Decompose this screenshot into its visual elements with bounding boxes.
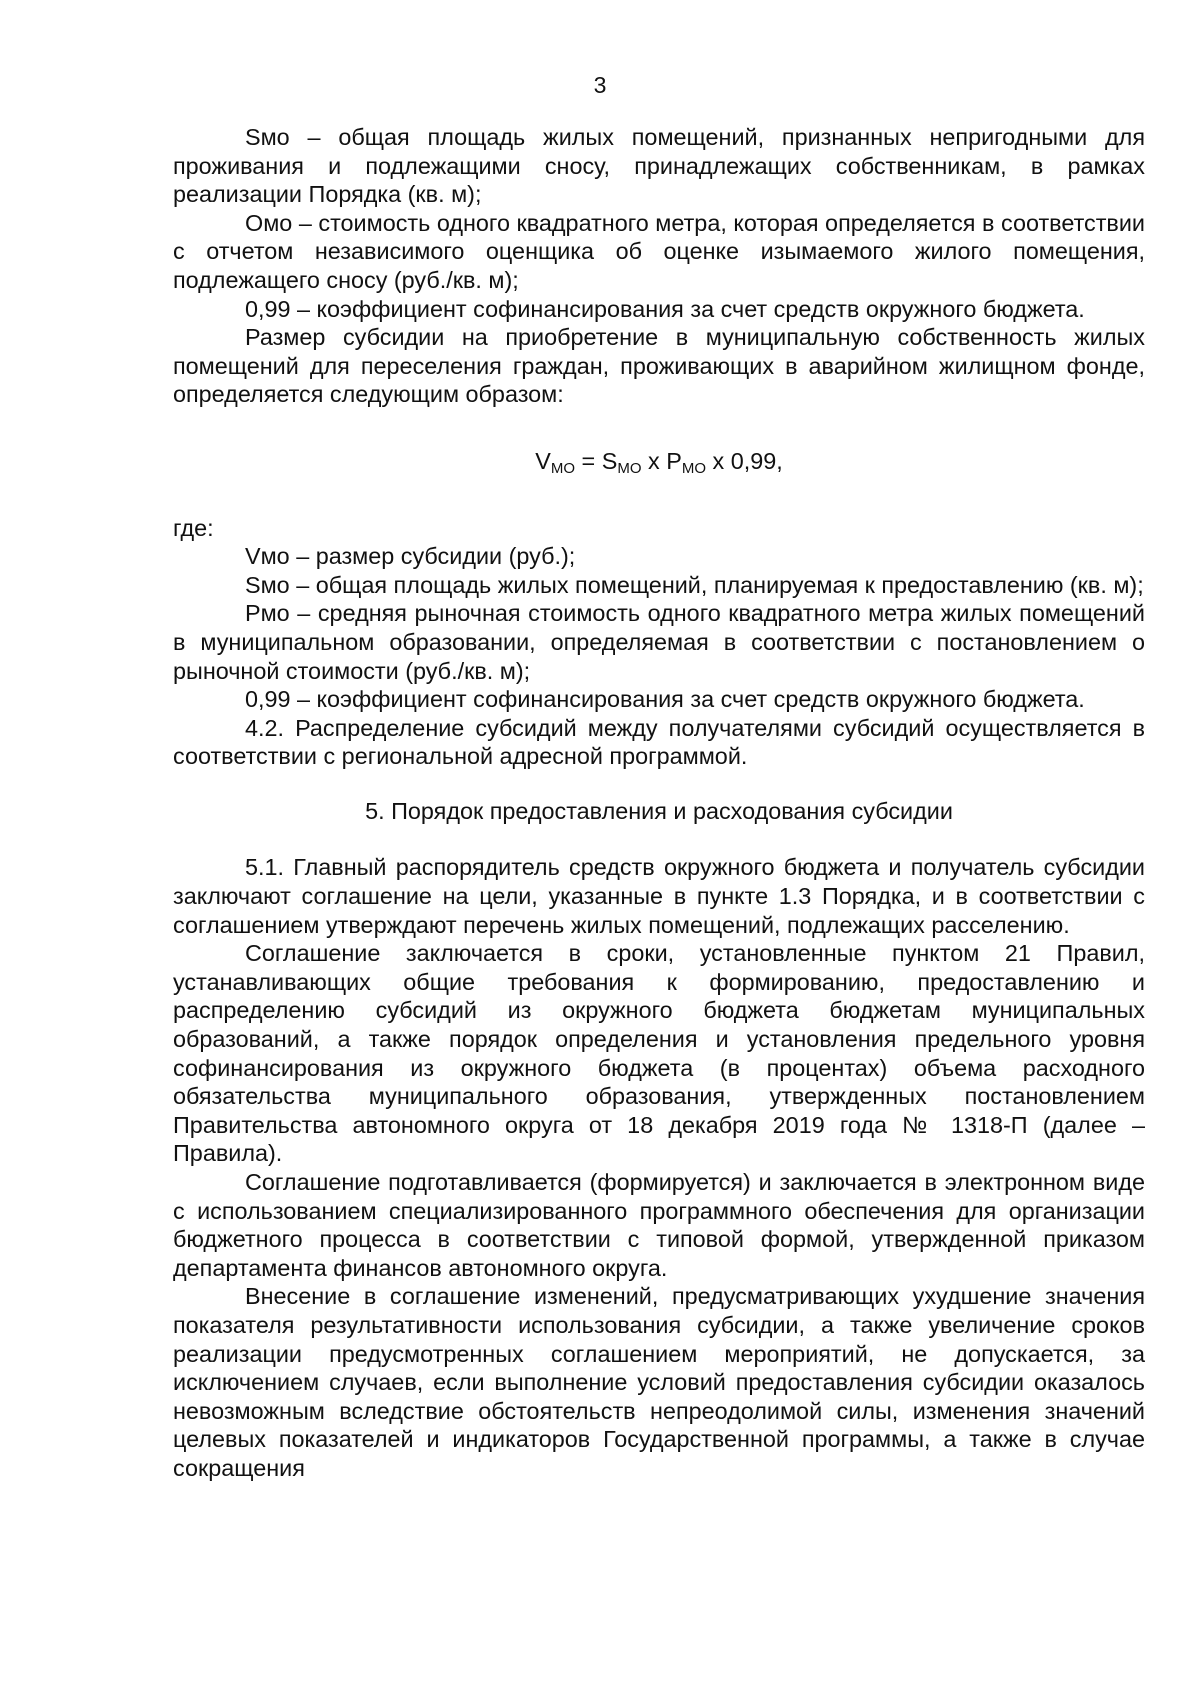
paragraph-smo-planned: Sмо – общая площадь жилых помещений, планируемая к предоставлению (кв. м);	[245, 571, 1144, 598]
document-body	[173, 123, 1145, 1483]
formula-times: x	[641, 447, 667, 474]
formula-equals: =	[575, 447, 602, 474]
paragraph-rmo-definition: Рмо – средняя рыночная стоимость одного квадратного метра жилых помещений в муниципальном образовании, определяемая в соответствии с постановлением о рыночной стоимости (руб./кв. м);	[173, 600, 1145, 684]
paragraph-smo-definition: Sмо – общая площадь жилых помещений, признанных непригодными для проживания и подлежащими сносу, принадлежащих собственникам, в рамках реализации Порядка (кв. м);	[173, 124, 1145, 208]
formula-v: V	[535, 447, 551, 474]
section-heading: 5. Порядок предоставления и расходования субсидии	[365, 797, 953, 824]
paragraph-5-1: 5.1. Главный распорядитель средств окружного бюджета и получатель субсидии заключают соглашение на цели, указанные в пункте 1.3 Порядка, и в соответствии с соглашением утверждают перечень жилых помещений, подлежащих расселению.	[173, 854, 1145, 938]
paragraph-agreement-electronic: Соглашение подготавливается (формируется) и заключается в электронном виде с использованием специализированного программного обеспечения для организации бюджетного процесса в соответствии с типовой формой, утвержденной приказом департамента финансов автономного округа.	[173, 1169, 1145, 1281]
formula-p-subscript: МО	[681, 459, 706, 477]
paragraph-vmo-definition: Vмо – размер субсидии (руб.);	[245, 543, 576, 570]
paragraph-agreement-changes: Внесение в соглашение изменений, предусматривающих ухудшение значения показателя результативности использования субсидии, а также увеличение сроков реализации предусмотренных соглашением мероприятий, не допускается, за исключением случаев, если выполнение условий предоставления субсидии оказалось невозможным вследствие обстоятельств непреодолимой силы, изменения значений целевых показателей и индикаторов Государственной программы, а также в случае сокращения	[173, 1283, 1145, 1481]
formula-v-subscript: МО	[550, 459, 576, 477]
paragraph-4-2: 4.2. Распределение субсидий между получателями субсидий осуществляется в соответствии с региональной адресной программой.	[173, 714, 1145, 770]
paragraph-agreement-terms: Соглашение заключается в сроки, установленные пунктом 21 Правил, устанавливающих общие требования к формированию, предоставлению и распределению субсидий из окружного бюджета бюджетам муниципальных образований, а также порядок определения и установления предельного уровня софинансирования из окружного бюджета (в процентах) объема расходного обязательства муниципального образования, утвержденных постановлением Правительства автономного округа от 18 декабря 2019 года № 1318-П (далее – Правила).	[173, 940, 1145, 1167]
where-label: где:	[173, 514, 214, 541]
subsidy-formula	[173, 447, 1145, 476]
paragraph-omo-definition: Омо – стоимость одного квадратного метра, которая определяется в соответствии с отчетом независимого оценщика об оценке изымаемого жилого помещения, подлежащего сносу (руб./кв. м);	[173, 209, 1145, 293]
paragraph-coefficient-2: 0,99 – коэффициент софинансирования за счет средств окружного бюджета.	[245, 686, 1085, 713]
page-number: 3	[593, 72, 607, 98]
formula-s: S	[601, 447, 618, 474]
formula-p: P	[666, 447, 682, 474]
formula-s-subscript: МО	[617, 459, 642, 477]
formula-tail: x 0,99,	[706, 447, 783, 474]
paragraph-subsidy-size: Размер субсидии на приобретение в муниципальную собственность жилых помещений для переселения граждан, проживающих в аварийном жилищном фонде, определяется следующим образом:	[173, 324, 1145, 408]
paragraph-coefficient: 0,99 – коэффициент софинансирования за счет средств окружного бюджета.	[245, 295, 1085, 322]
